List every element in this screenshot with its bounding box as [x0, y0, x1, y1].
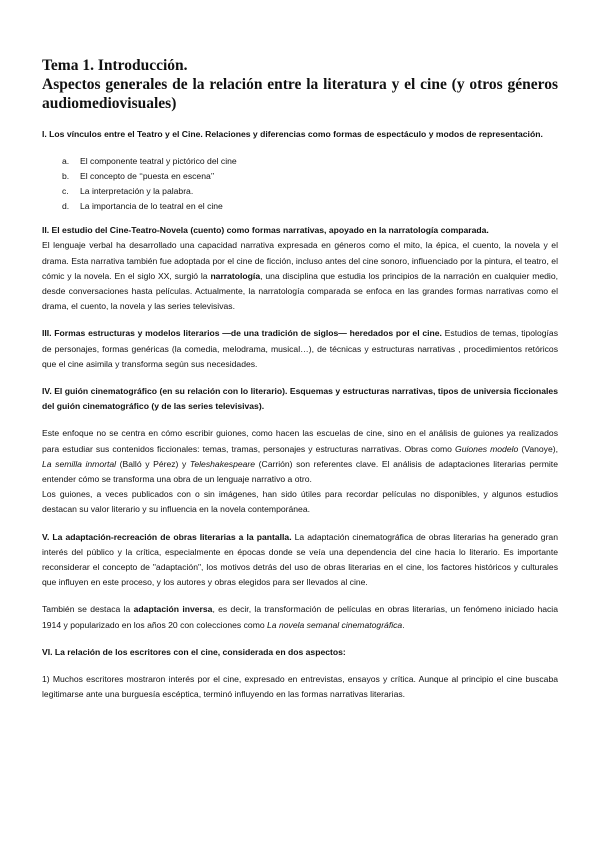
text-run: , una disciplina que estudia los principios de la narración en cualquier medio, desde conversaciones hasta películas. Actualmente, la narratología comparada se enfoca en las grandes formas narrativas como el drama, el cuento, la novela y las series televisivas.	[42, 270, 558, 312]
document-page	[42, 56, 558, 702]
text-run: La adaptación cinematográfica de obras literarias ha generado gran interés del público y la crítica, especialmente en épocas donde se veía una dependencia del cine hacia lo literario. Es importante reconsiderar el concepto de "adaptación", los motivos detrás del uso de obras literarias en el cine, los factores históricos y culturales que influyen en este proceso, y los autores y obras elegidos para ser llevados al cine.	[42, 531, 558, 588]
text-run-bold: adaptación inversa	[133, 604, 213, 615]
text-run: (Balló y Pérez) y	[116, 458, 190, 469]
text-run-bold: narratología	[210, 270, 261, 281]
section-6-heading: VI. La relación de los escritores con el cine, considerada en dos aspectos:	[42, 646, 346, 657]
list-item	[42, 184, 558, 199]
list-item	[42, 154, 558, 169]
list-item-text: La importancia de lo teatral en el cine	[80, 201, 223, 212]
list-item-text: El concepto de ‘‘puesta en escena’’	[80, 171, 215, 182]
list-marker: b.	[62, 171, 70, 182]
text-run: El lenguaje verbal ha desarrollado una capacidad narrativa expresada en géneros como el mito, la épica, el cuento, la novela y el drama. Esta narrativa también fue adoptada por el cine de ficción, incluso antes del cine sonoro, influenciado por la pintura, el teatro, el cómic y la novela. En el siglo XX, surgió la	[42, 240, 558, 281]
text-run: Este enfoque no se centra en cómo escribir guiones, como hacen las escuelas de cine, sino en el análisis de guiones ya realizados para estudiar sus contenidos ficcionales: temas, tramas, personajes y estructuras narrativas. Obras como	[42, 428, 558, 454]
list-item	[42, 169, 558, 184]
text-run-italic: La semilla inmortal	[42, 458, 117, 469]
list-item	[42, 199, 558, 214]
section-5-paragraph-2	[42, 602, 558, 632]
section-1-list	[42, 154, 558, 214]
section-2-paragraph	[42, 238, 558, 314]
list-item-text: El componente teatral y pictórico del cine	[80, 156, 237, 167]
list-marker: c.	[62, 186, 69, 197]
text-run: También se destaca la	[42, 604, 134, 615]
section-2-heading: II. El estudio del Cine-Teatro-Novela (cuento) como formas narrativas, apoyado en la narratología comparada.	[42, 225, 489, 236]
section-4-heading: IV. El guión cinematográfico (en su relación con lo literario). Esquemas y estructuras narrativas, tipos de universia ficcionales del guión cinematográfico (y de las series televisivas).	[42, 386, 558, 412]
list-item-text: La interpretación y la palabra.	[80, 186, 194, 197]
text-run-italic: La novela semanal cinematográfica	[267, 619, 403, 630]
text-run: , es decir, la transformación de películas en obras literarias, un fenómeno iniciado hacia 1914 y popularizado en los años 20 con colecciones como	[42, 604, 558, 630]
section-5-heading: V. La adaptación-recreación de obras literarias a la pantalla.	[42, 531, 292, 542]
list-marker: d.	[62, 201, 70, 212]
text-run-italic: Guiones modelo	[455, 443, 519, 454]
text-run-italic: Teleshakespeare	[189, 458, 256, 469]
text-run: (Carrión) son referentes clave. El análisis de adaptaciones literarias permite entender cómo se transforma una obra de un lenguaje narrativo a otro.	[42, 458, 558, 485]
section-5-paragraph-1	[42, 530, 558, 591]
list-marker: a.	[62, 156, 70, 167]
page-title: Tema 1. Introducción.	[42, 57, 188, 74]
section-3-heading: III. Formas estructuras y modelos literarios —de una tradición de siglos— heredados por el cine.	[42, 328, 442, 339]
text-run: .	[402, 619, 405, 630]
section-4-paragraph-2: Los guiones, a veces publicados con o sin imágenes, han sido útiles para recordar películas no disponibles, y algunos estudios destacan su valor literario y su influencia en la novela contemporánea.	[42, 489, 558, 515]
section-4-paragraph-1	[42, 426, 558, 487]
page-subtitle: Aspectos generales de la relación entre la literatura y el cine (y otros géneros audiomediovisuales)	[42, 76, 558, 112]
section-3-paragraph	[42, 326, 558, 372]
section-1-heading: I. Los vínculos entre el Teatro y el Cine. Relaciones y diferencias como formas de espectáculo y modos de representación.	[42, 129, 543, 139]
section-6-paragraph: 1) Muchos escritores mostraron interés por el cine, expresado en entrevistas, ensayos y crítica. Aunque al principio el cine buscaba legitimarse ante una burguesía escéptica, terminó influyendo en las formas narrativas literarias.	[42, 674, 558, 700]
text-run: (Vanoye),	[518, 443, 558, 454]
text-run: Estudios de temas, tipologías de personajes, formas genéricas (la comedia, melodrama, musical…), de técnicas y estructuras narrativas , procedimientos retóricos que el cine asimila y transforma según sus necesidades.	[42, 328, 558, 369]
